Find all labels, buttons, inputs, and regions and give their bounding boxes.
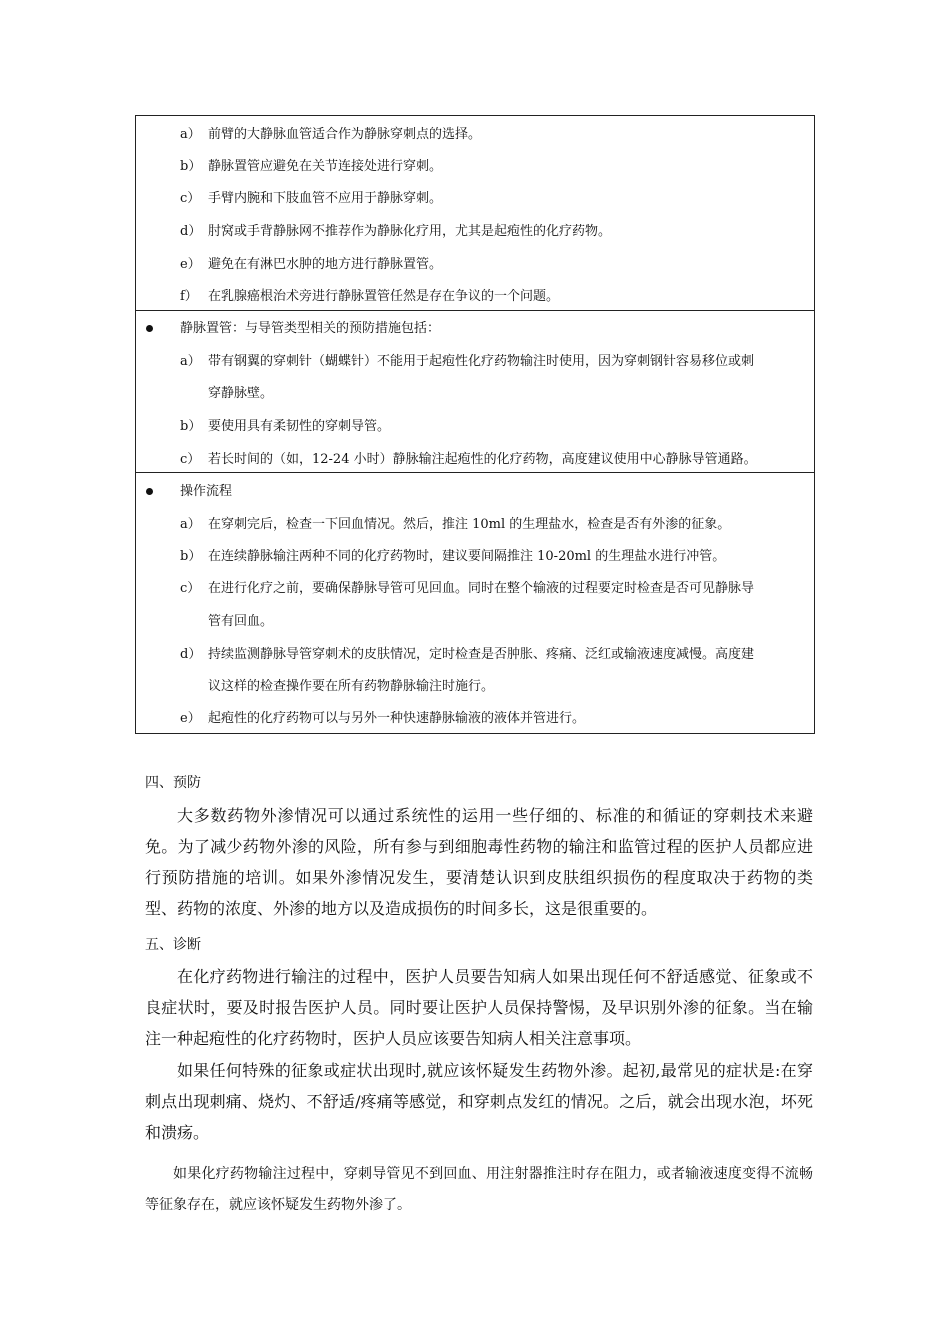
diagnosis-paragraph-1: 在化疗药物进行输注的过程中，医护人员要告知病人如果出现任何不舒适感觉、征象或不良症状时，要及时报告医护人员。同时要让医护人员保持警惕，及早识别外渗的征象。当在输注一种起疱性的化疗药物时，医护人员应该要告知病人相关注意事项。	[145, 967, 813, 1048]
list-item-continuation: 管有回血。	[208, 614, 274, 629]
section-title: 静脉置管：与导管类型相关的预防措施包括：	[180, 321, 441, 336]
list-item: a） 前臂的大静脉血管适合作为静脉穿刺点的选择。	[180, 127, 482, 142]
list-item: c） 若长时间的（如，12-24 小时）静脉输注起疱性的化疗药物，高度建议使用中心静脉导管通路。	[180, 452, 757, 467]
bullet-icon	[146, 325, 153, 332]
section-heading-prevention: 四、预防	[145, 775, 201, 791]
section-heading-diagnosis: 五、诊断	[145, 937, 201, 953]
list-item: c） 手臂内腕和下肢血管不应用于静脉穿刺。	[180, 191, 443, 206]
list-item: e） 避免在有淋巴水肿的地方进行静脉置管。	[180, 257, 443, 272]
prevention-paragraph: 大多数药物外渗情况可以通过系统性的运用一些仔细的、标准的和循证的穿刺技术来避免。为了减少药物外渗的风险，所有参与到细胞毒性药物的输注和监管过程的医护人员都应进行预防措施的培训。如果外渗情况发生，要清楚认识到皮肤组织损伤的程度取决于药物的类型、药物的浓度、外渗的地方以及造成损伤的时间多长，这是很重要的。	[145, 806, 813, 918]
list-item: c） 在进行化疗之前，要确保静脉导管可见回血。同时在整个输液的过程要定时检查是否可见静脉导	[180, 581, 755, 596]
list-item: b） 在连续静脉输注两种不同的化疗药物时，建议要间隔推注 10-20ml 的生理盐水进行冲管。	[180, 549, 726, 564]
list-item: e） 起疱性的化疗药物可以与另外一种快速静脉输液的液体并管进行。	[180, 711, 586, 726]
list-item: b） 静脉置管应避免在关节连接处进行穿刺。	[180, 159, 443, 174]
list-item: a） 带有钢翼的穿刺针（蝴蝶针）不能用于起疱性化疗药物输注时使用，因为穿刺钢针容易移位或刺	[180, 354, 755, 369]
section-title: 操作流程	[180, 484, 233, 499]
list-item: d） 持续监测静脉导管穿刺术的皮肤情况，定时检查是否肿胀、疼痛、泛红或输液速度减慢。高度建	[180, 647, 755, 662]
list-item: a） 在穿刺完后，检查一下回血情况。然后，推注 10ml 的生理盐水，检查是否有外渗的征象。	[180, 517, 731, 532]
diagnosis-paragraph-3: 如果化疗药物输注过程中，穿刺导管见不到回血、用注射器推注时存在阻力，或者输液速度变得不流畅等征象存在，就应该怀疑发生药物外渗了。	[145, 1166, 813, 1213]
list-item: f） 在乳腺癌根治术旁进行静脉置管任然是存在争议的一个问题。	[180, 289, 560, 304]
list-item: d） 肘窝或手背静脉网不推荐作为静脉化疗用，尤其是起疱性的化疗药物。	[180, 224, 612, 239]
table-section-1	[135, 115, 815, 311]
list-item-continuation: 议这样的检查操作要在所有药物静脉输注时施行。	[208, 679, 495, 694]
list-item: b） 要使用具有柔韧性的穿刺导管。	[180, 419, 391, 434]
bullet-icon	[146, 488, 153, 495]
diagnosis-paragraph-2: 如果任何特殊的征象或症状出现时,就应该怀疑发生药物外渗。起初,最常见的症状是:在穿刺点出现刺痛、烧灼、不舒适/疼痛等感觉，和穿刺点发红的情况。之后，就会出现水泡，坏死和溃疡。	[145, 1061, 813, 1142]
list-item-continuation: 穿静脉壁。	[208, 386, 274, 401]
